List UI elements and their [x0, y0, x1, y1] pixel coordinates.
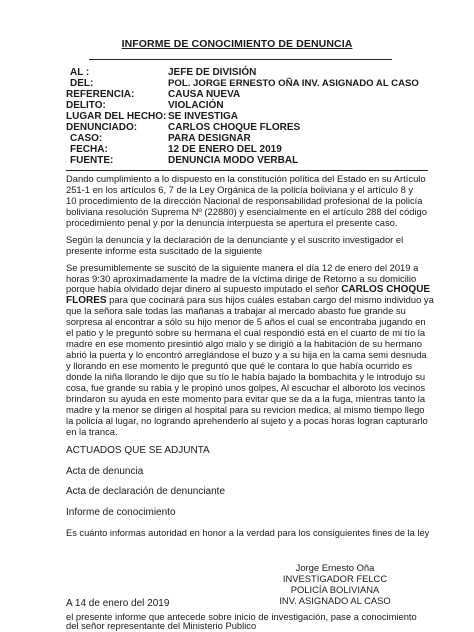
field-label-al: AL :: [70, 67, 90, 78]
para-line: cosa, fue grande su rabia y le propinó unos golpes, Al escuchar el alboroto los vecinos: [66, 382, 426, 393]
para-line: donde la niña llorando le dijo que su tío le había bajado la bombachita y le introdujo su: [66, 371, 426, 382]
signer-role: INV. ASIGNADO AL CASO: [279, 595, 391, 606]
para-line: abrió la puerta y lo encontró arreglándose el buzo y a su hija en la cama semi desnuda: [66, 349, 427, 360]
report-date: A 14 de enero del 2019: [66, 598, 170, 609]
field-label-caso: CASO:: [70, 133, 103, 144]
para-line: Dando cumplimiento a lo dispuesto en la constitución política del Estado en su Artículo: [66, 173, 426, 184]
closing-statement: Es cuánto informas autoridad en honor a la verdad para los consiguientes fines de la ley: [66, 528, 430, 538]
para-line: madre en ese momento presintió algo malo y se dirigió a la habitación de su hermano: [66, 338, 422, 349]
field-value-caso: PARA DESIGNAR: [168, 133, 251, 144]
field-label-referencia: REFERENCIA:: [66, 89, 135, 100]
field-value-delito: VIOLACIÓN: [168, 100, 224, 111]
header-rule: [66, 170, 428, 171]
para-text: porque había olvidado dejar dinero al supuesto imputado el señor: [66, 283, 342, 294]
signer-name: Jorge Ernesto Oña: [295, 562, 375, 573]
para-line: Se presumiblemente se suscitó de la siguiente manera el día 12 de enero del 2019 a: [66, 262, 419, 273]
para-line: del señor representante del Ministerio Publico: [66, 620, 257, 631]
para-line: 10 procedimiento de la dirección Nacional de responsabilidad profesional de la policía: [66, 195, 423, 206]
para-line: madre y la menor se dirigen al hospital para su revicion medica, al mismo tiempo llego: [66, 404, 425, 415]
para-line: horas 9:30 aproximadamente la madre de la víctima dirige de Retorno a su domicilio: [66, 273, 417, 284]
attachment-item: Acta de denuncia: [66, 466, 144, 477]
field-label-denunciado: DENUNCIADO:: [66, 122, 138, 133]
field-value-referencia: CAUSA NUEVA: [168, 89, 241, 100]
field-value-al: JEFE DE DIVISIÓN: [168, 67, 257, 78]
para-line: que la señora sale todas las mañanas a trabajar al mercado abasto fue grande su: [66, 305, 406, 316]
field-label-lugar: LUGAR DEL HECHO:: [66, 111, 167, 122]
field-label-del: DEL:: [70, 78, 94, 89]
para-line: el presente informe que antecede sobre inicio de investigación, pase a conocimiento: [66, 611, 417, 622]
field-value-lugar: SE INVESTIGA: [168, 111, 239, 122]
para-line: y llorando en ese momento le preguntó que qué le contara lo que había ocurrido es: [66, 360, 413, 371]
para-line: presente informe esta suscitado de la siguiente: [66, 245, 262, 256]
para-line: boliviana resolución Suprema Nº (22880) y esencialmente en el artículo 288 del código: [66, 206, 427, 217]
para-line: Según la denuncia y la declaración de la denunciante y el suscrito investigador el: [66, 234, 404, 245]
para-line: el patio y le preguntó sobre su hermana el cual respondió está en el cuarto de mi tío la: [66, 327, 426, 338]
field-value-del: POL. JORGE ERNESTO OÑA INV. ASIGNADO AL CASO: [168, 78, 419, 89]
title-rule: [89, 59, 392, 60]
document-title: INFORME DE CONOCIMIENTO DE DENUNCIA: [121, 38, 353, 50]
para-line: 251-1 en los artículos 6, 7 de la Ley Orgánica de la policía boliviana y el artículo 8 y: [66, 184, 414, 195]
attachment-item: Informe de conocimiento: [66, 507, 176, 518]
para-text: para que cocinará para sus hijos cuáles estaban cargo del mismo individuo ya: [106, 294, 434, 305]
attachment-item: Acta de declaración de denunciante: [66, 486, 226, 497]
field-value-denunciado: CARLOS CHOQUE FLORES: [168, 122, 301, 133]
field-label-delito: DELITO:: [66, 100, 106, 111]
para-line: la policía al lugar, no logrando aprehenderlo al sujeto y a pocas horas logran capturarlo: [66, 415, 428, 426]
field-value-fuente: DENUNCIA MODO VERBAL: [168, 155, 299, 166]
accused-name: CARLOS CHOQUE: [341, 284, 431, 295]
attachments-title: ACTUADOS QUE SE ADJUNTA: [66, 445, 210, 456]
para-line: sorpresa al encontrar a sólo su hijo menor de 5 años el cual se encontraba jugando en: [66, 316, 426, 327]
signer-title: INVESTIGADOR FELCC: [282, 573, 388, 584]
para-line: procedimiento penal y por la denuncia interpuesta se apertura el presente caso.: [66, 217, 398, 228]
para-line: brindaron su ayuda en este momento para evitar que se da a la fuga, mientras tanto la: [66, 393, 426, 404]
field-label-fuente: FUENTE:: [70, 155, 114, 166]
para-line: en la tranca.: [66, 426, 118, 437]
field-value-fecha: 12 DE ENERO DEL 2019: [168, 144, 282, 155]
signer-institution: POLICÍA BOLIVIANA: [290, 584, 380, 595]
accused-name: FLORES: [66, 295, 107, 306]
field-label-fecha: FECHA:: [70, 144, 108, 155]
